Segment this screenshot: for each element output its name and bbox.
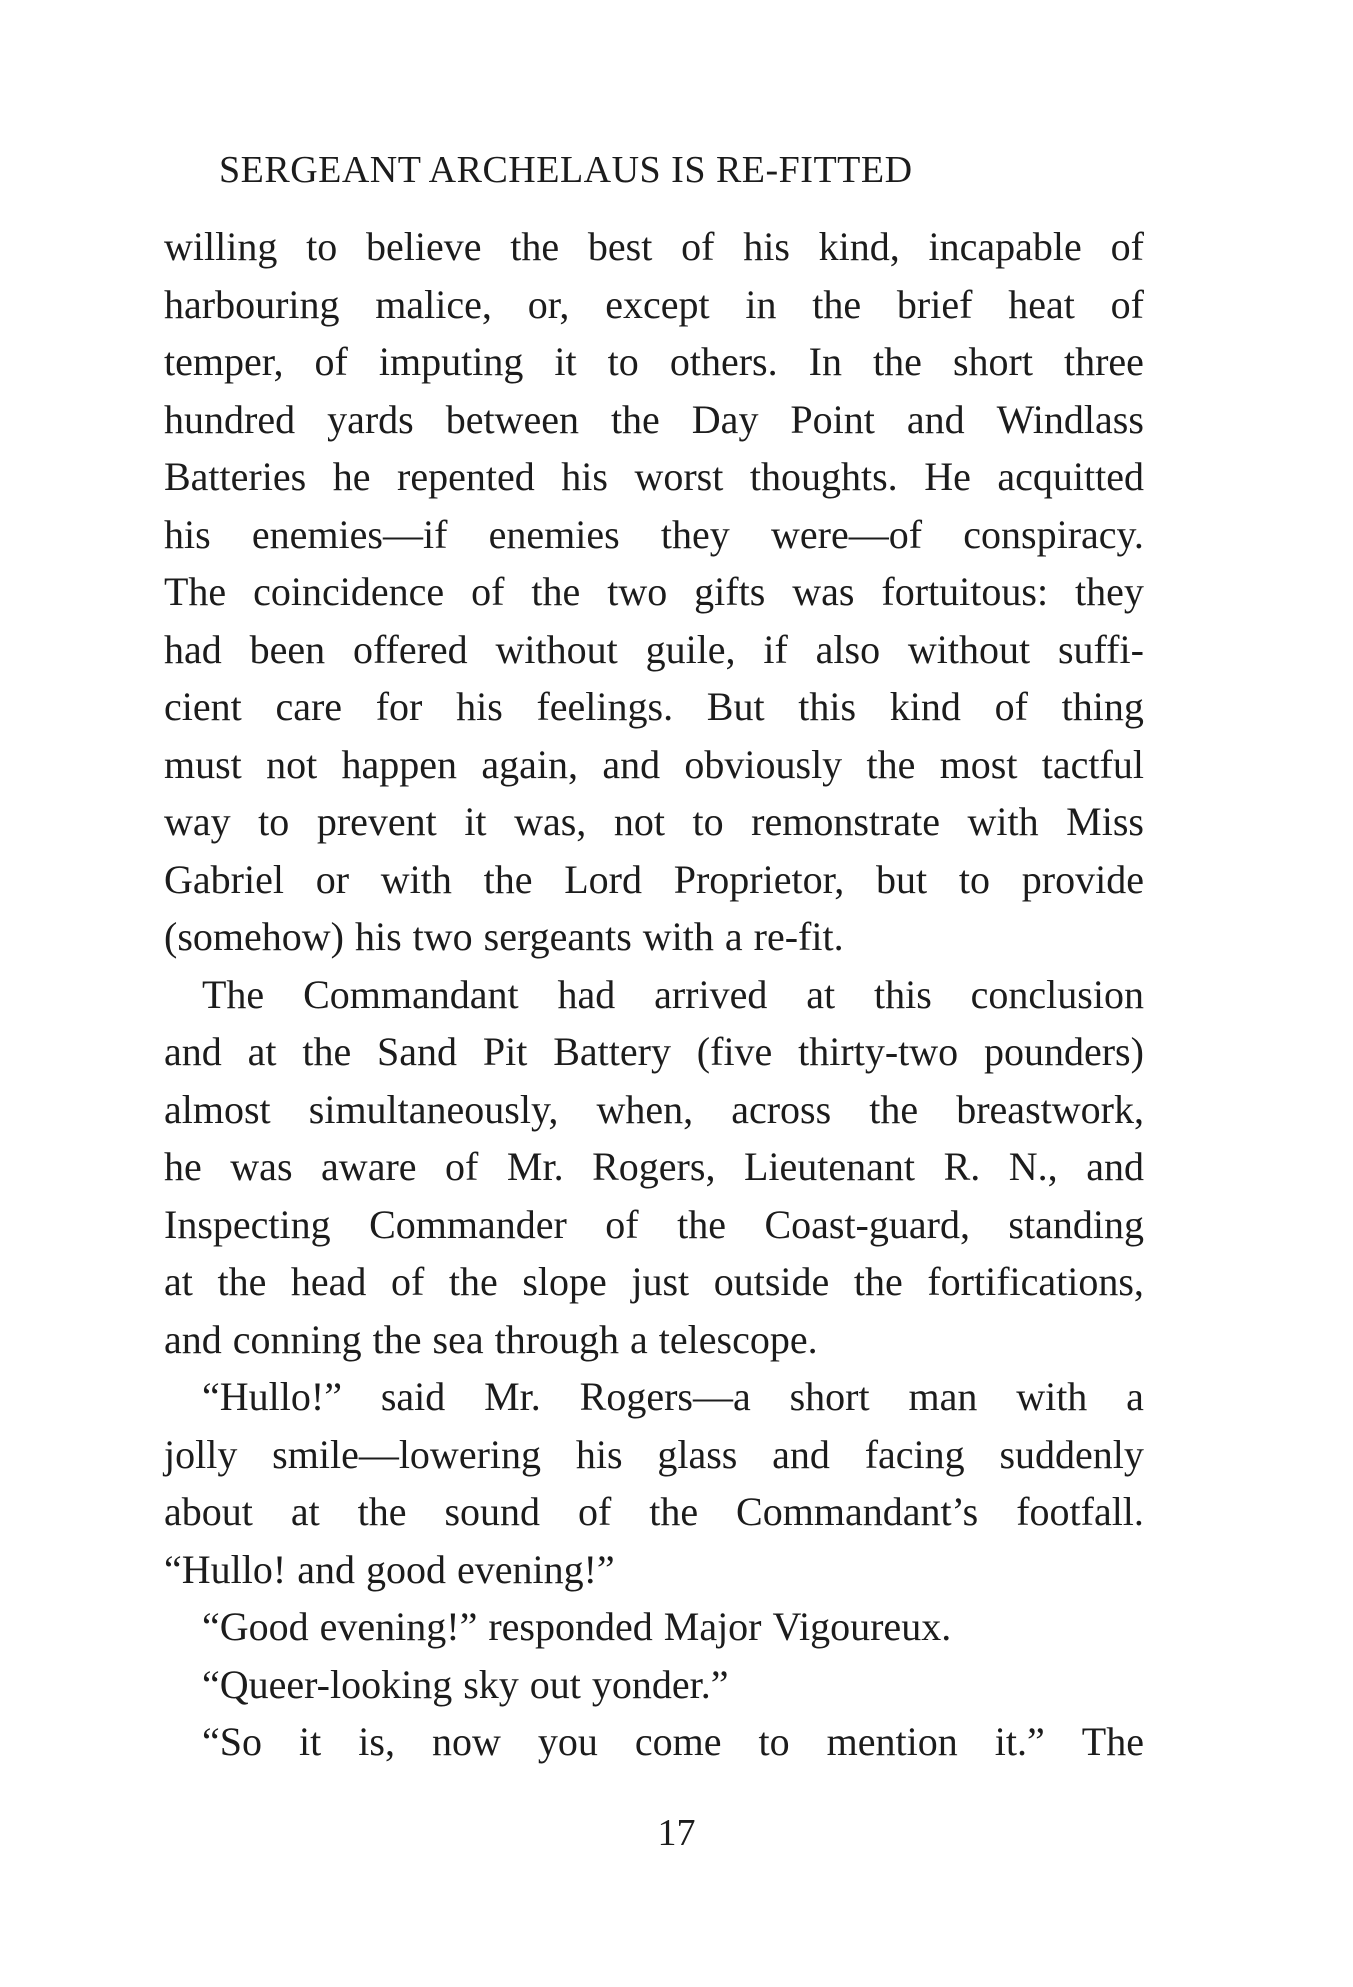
text-line: “Queer-looking sky out yonder.” — [202, 1661, 729, 1707]
running-head: SERGEANT ARCHELAUS IS RE-FITTED — [219, 149, 913, 191]
text-line: must not happen again, and obviously the most tactful — [164, 741, 1144, 787]
text-line: Gabriel or with the Lord Proprietor, but to provide — [164, 856, 1144, 902]
text-line: The coincidence of the two gifts was fortuitous: they — [164, 569, 1144, 614]
text-line: almost simultaneously, when, across the breastwork, — [164, 1086, 1144, 1132]
text-line: harbouring malice, or, except in the brief heat of — [164, 281, 1144, 327]
text-line: temper, of imputing it to others. In the short three — [164, 339, 1144, 384]
body-text — [164, 218, 1144, 1771]
text-line: his enemies—if enemies they were—of conspiracy. — [164, 511, 1144, 557]
text-line: and conning the sea through a telescope. — [164, 1316, 818, 1362]
text-line: “Hullo!” said Mr. Rogers—a short man with a — [202, 1374, 1144, 1419]
text-line: had been offered without guile, if also without suffi- — [164, 626, 1144, 672]
text-line: “So it is, now you come to mention it.” The — [202, 1719, 1144, 1764]
text-line: at the head of the slope just outside the fortifications, — [164, 1259, 1144, 1304]
text-line: “Good evening!” responded Major Vigoureux. — [202, 1604, 952, 1649]
text-line: and at the Sand Pit Battery (five thirty-two pounders) — [164, 1029, 1144, 1074]
text-line: Inspecting Commander of the Coast-guard, standing — [164, 1201, 1144, 1247]
text-line: way to prevent it was, not to remonstrate with Miss — [164, 799, 1144, 844]
text-line: Batteries he repented his worst thoughts. He acquitted — [164, 454, 1144, 499]
text-line: hundred yards between the Day Point and Windlass — [164, 396, 1144, 442]
text-line: cient care for his feelings. But this kind of thing — [164, 684, 1144, 729]
text-line: “Hullo! and good evening!” — [164, 1546, 615, 1592]
text-line: willing to believe the best of his kind, incapable of — [164, 224, 1144, 269]
page-number: 17 — [657, 1812, 696, 1854]
text-line: (somehow) his two sergeants with a re-fit. — [164, 914, 844, 959]
text-line: about at the sound of the Commandant’s footfall. — [164, 1489, 1144, 1534]
text-line: he was aware of Mr. Rogers, Lieutenant R. N., and — [164, 1144, 1144, 1189]
text-line: jolly smile—lowering his glass and facing suddenly — [164, 1431, 1144, 1477]
text-line: The Commandant had arrived at this conclusion — [202, 971, 1144, 1017]
